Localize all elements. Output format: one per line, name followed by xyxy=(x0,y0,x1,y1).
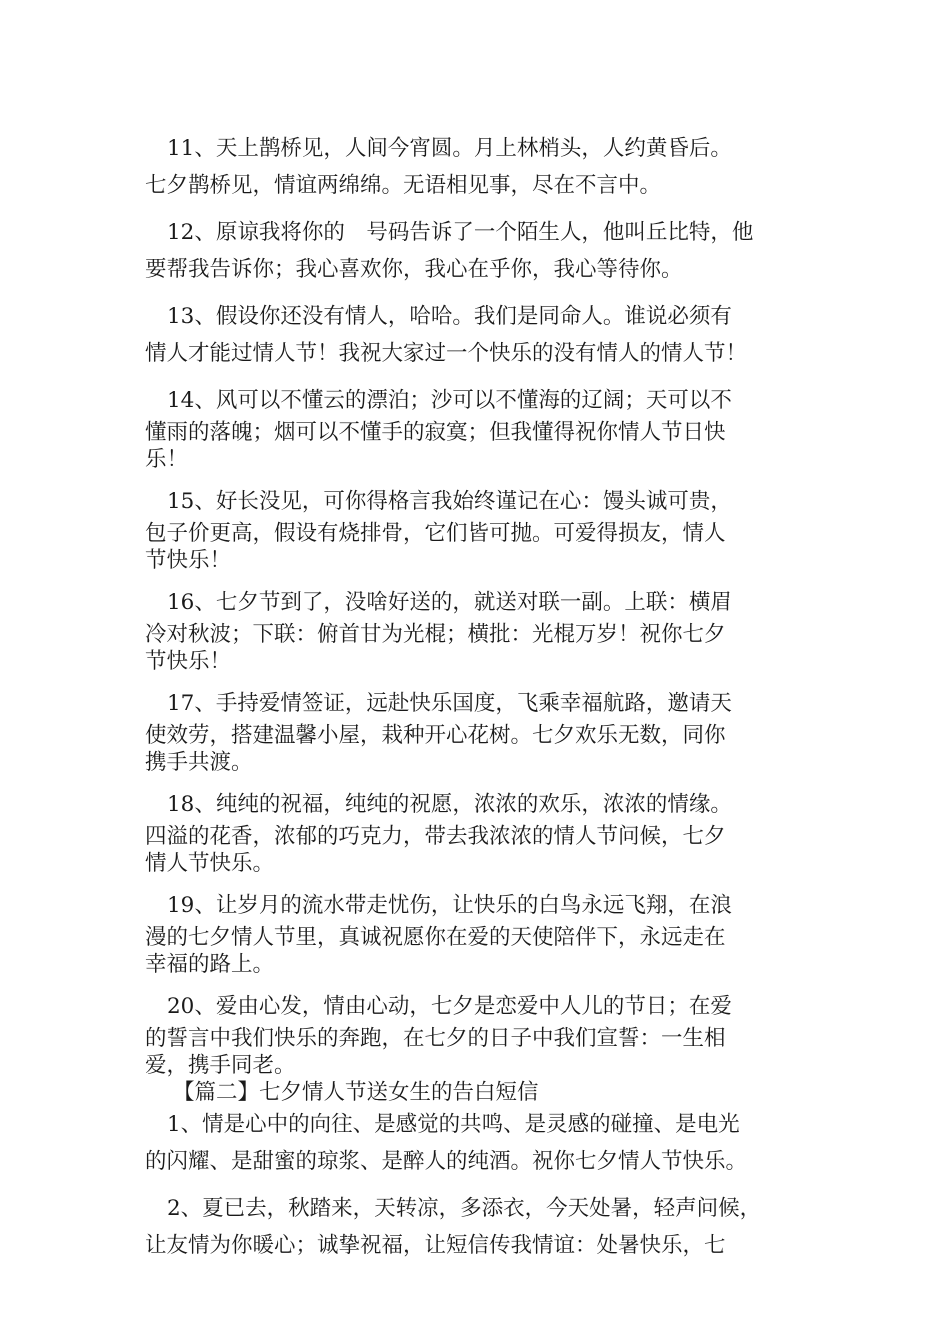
paragraph-line: 12、原谅我将你的 号码告诉了一个陌生人，他叫丘比特，他 xyxy=(167,220,754,245)
paragraph-15 xyxy=(145,483,815,574)
paragraph-13 xyxy=(145,298,815,372)
document-body xyxy=(145,130,815,1264)
paragraph-line: 14、风可以不懂云的漂泊；沙可以不懂海的辽阔；天可以不 xyxy=(167,388,732,413)
paragraph-line: 幸福的路上。 xyxy=(145,952,275,977)
paragraph-line: 2、夏已去，秋踏来，天转凉，多添衣，今天处暑，轻声问候， xyxy=(167,1196,762,1221)
paragraph-18 xyxy=(145,786,815,877)
paragraph-line: 七夕鹊桥见，情谊两绵绵。无语相见事，尽在不言中。 xyxy=(145,173,662,198)
section-paragraph-1 xyxy=(145,1106,815,1180)
paragraph-line: 乐！ xyxy=(145,447,189,472)
paragraph-line: 冷对秋波；下联：俯首甘为光棍；横批：光棍万岁！祝你七夕 xyxy=(145,622,726,647)
paragraph-line: 节快乐！ xyxy=(145,649,232,674)
paragraph-line: 1、情是心中的向往、是感觉的共鸣、是灵感的碰撞、是电光 xyxy=(167,1112,740,1137)
paragraph-line: 情人才能过情人节！我祝大家过一个快乐的没有情人的情人节！ xyxy=(145,341,748,366)
paragraph-line: 爱，携手同老。 xyxy=(145,1053,296,1078)
paragraph-16 xyxy=(145,584,815,675)
paragraph-line: 让友情为你暖心；诚挚祝福，让短信传我情谊：处暑快乐，七 xyxy=(145,1233,726,1258)
paragraph-line: 使效劳，搭建温馨小屋，栽种开心花树。七夕欢乐无数，同你 xyxy=(145,723,726,748)
paragraph-line: 11、天上鹊桥见，人间今宵圆。月上林梢头，人约黄昏后。 xyxy=(167,136,732,161)
paragraph-line: 漫的七夕情人节里，真诚祝愿你在爱的天使陪伴下，永远走在 xyxy=(145,925,726,950)
paragraph-17 xyxy=(145,685,815,776)
paragraph-line: 情人节快乐。 xyxy=(145,851,275,876)
paragraph-line: 20、爱由心发，情由心动，七夕是恋爱中人儿的节日；在爱 xyxy=(167,994,732,1019)
paragraph-line: 15、好长没见，可你得格言我始终谨记在心：馒头诚可贵， xyxy=(167,489,732,514)
paragraph-line: 的闪耀、是甜蜜的琼浆、是醉人的纯酒。祝你七夕情人节快乐。 xyxy=(145,1149,748,1174)
paragraph-line: 要帮我告诉你；我心喜欢你，我心在乎你，我心等待你。 xyxy=(145,257,683,282)
paragraph-line: 18、纯纯的祝福，纯纯的祝愿，浓浓的欢乐，浓浓的情缘。 xyxy=(167,792,732,817)
paragraph-line: 的誓言中我们快乐的奔跑，在七夕的日子中我们宣誓：一生相 xyxy=(145,1026,726,1051)
paragraph-line: 懂雨的落魄；烟可以不懂手的寂寞；但我懂得祝你情人节日快 xyxy=(145,420,726,445)
paragraph-line: 携手共渡。 xyxy=(145,750,253,775)
paragraph-20 xyxy=(145,988,815,1079)
paragraph-line: 17、手持爱情签证，远赴快乐国度，飞乘幸福航路，邀请天 xyxy=(167,691,732,716)
paragraph-12 xyxy=(145,214,815,288)
paragraph-11 xyxy=(145,130,815,204)
paragraph-line: 节快乐！ xyxy=(145,548,232,573)
paragraph-14 xyxy=(145,382,815,473)
section-heading: 【篇二】七夕情人节送女生的告白短信 xyxy=(173,1080,539,1105)
paragraph-line: 四溢的花香，浓郁的巧克力，带去我浓浓的情人节问候，七夕 xyxy=(145,824,726,849)
paragraph-line: 19、让岁月的流水带走忧伤，让快乐的白鸟永远飞翔，在浪 xyxy=(167,893,732,918)
paragraph-line: 13、假设你还没有情人，哈哈。我们是同命人。谁说必须有 xyxy=(167,304,732,329)
paragraph-line: 16、七夕节到了，没啥好送的，就送对联一副。上联：横眉 xyxy=(167,590,732,615)
paragraph-line: 包子价更高，假设有烧排骨，它们皆可抛。可爱得损友，情人 xyxy=(145,521,726,546)
section-paragraph-2 xyxy=(145,1190,815,1264)
paragraph-19 xyxy=(145,887,815,978)
